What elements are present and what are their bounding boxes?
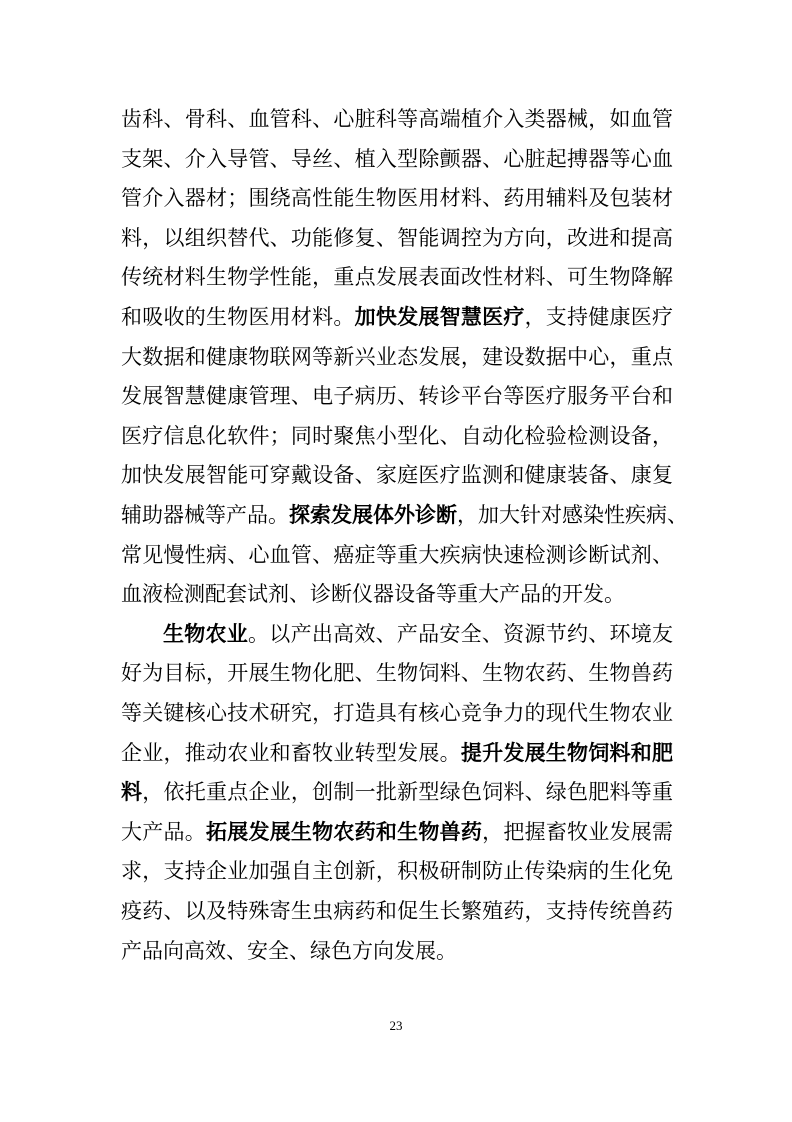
text-line xyxy=(121,693,673,733)
text-line xyxy=(121,891,673,931)
text-segment: ，把握畜牧业发展需 xyxy=(482,819,674,844)
bold-text-segment: 加快发展智慧医疗 xyxy=(354,304,525,329)
text-segment: 大数据和健康物联网等新兴业态发展，建设数据中心，重点 xyxy=(121,344,673,369)
page-number: 23 xyxy=(389,1018,403,1033)
text-line xyxy=(121,297,673,337)
text-line xyxy=(121,495,688,535)
text-line xyxy=(121,455,673,495)
text-segment: ，支持健康医疗 xyxy=(524,305,674,329)
text-segment: 大产品。 xyxy=(121,819,206,844)
text-segment: 齿科、骨科、血管科、心脏科等高端植介入类器械，如血管 xyxy=(121,107,673,131)
text-segment: 求，支持企业加强自主创新，积极研制防止传染病的生化免 xyxy=(121,859,673,884)
text-line xyxy=(121,337,673,377)
text-segment: 血液检测配套试剂、诊断仪器设备等重大产品的开发。 xyxy=(121,582,625,607)
text-segment: 传统材料生物学性能，重点发展表面改性材料、可生物降解 xyxy=(121,265,673,290)
text-segment: 好为目标，开展生物化肥、生物饲料、生物农药、生物兽药 xyxy=(121,661,673,686)
text-segment: 常见慢性病、心血管、癌症等重大疾病快速检测诊断试剂、 xyxy=(121,542,673,567)
text-line xyxy=(121,772,673,812)
text-line xyxy=(121,99,673,139)
text-segment: 和吸收的生物医用材料。 xyxy=(121,305,355,329)
text-segment: ，加大针对感染性疾病、 xyxy=(457,503,688,527)
bold-text-segment: 生物农业 xyxy=(163,620,249,646)
text-line xyxy=(121,139,673,179)
text-segment: ，依托重点企业，创制一批新型绿色饲料、绿色肥料等重 xyxy=(142,780,674,805)
text-segment: 企业，推动农业和畜牧业转型发展。 xyxy=(121,740,461,765)
text-segment: 料，以组织替代、功能修复、智能调控为方向，改进和提高 xyxy=(121,225,673,250)
text-line xyxy=(121,218,673,258)
text-segment: 。以产出高效、产品安全、资源节约、环境友 xyxy=(248,621,674,646)
text-line xyxy=(121,851,673,891)
text-line xyxy=(121,178,673,218)
text-line xyxy=(121,653,673,693)
bold-text-segment: 拓展发展生物农药和生物兽药 xyxy=(205,818,483,844)
text-segment: 疫药、以及特殊寄生虫病药和促生长繁殖药，支持传统兽药 xyxy=(121,899,673,923)
text-segment: 支架、介入导管、导丝、植入型除颤器、心脏起搏器等心血 xyxy=(121,146,673,171)
text-segment: 发展智慧健康管理、电子病历、转诊平台等医疗服务平台和 xyxy=(121,384,673,409)
text-segment: 加快发展智能可穿戴设备、家庭医疗监测和健康装备、康复 xyxy=(121,463,673,488)
text-line xyxy=(121,931,673,971)
text-line xyxy=(121,812,673,852)
text-line xyxy=(121,416,673,456)
bold-text-segment: 料 xyxy=(121,779,143,805)
text-line xyxy=(121,733,673,773)
bold-text-segment: 提升发展生物饲料和肥 xyxy=(460,739,674,765)
text-line xyxy=(163,614,673,654)
text-segment: 辅助器械等产品。 xyxy=(121,503,289,527)
text-line xyxy=(121,376,673,416)
text-segment: 医疗信息化软件；同时聚焦小型化、自动化检验检测设备， xyxy=(121,423,673,448)
text-segment: 产品向高效、安全、绿色方向发展。 xyxy=(121,938,457,963)
text-segment: 管介入器材；围绕高性能生物医用材料、药用辅料及包装材 xyxy=(121,186,673,211)
text-line xyxy=(121,574,673,614)
text-segment: 等关键核心技术研究，打造具有核心竞争力的现代生物农业 xyxy=(121,701,673,725)
bold-text-segment: 探索发展体外诊断 xyxy=(289,502,457,527)
text-line xyxy=(121,257,673,297)
text-line xyxy=(121,535,673,575)
